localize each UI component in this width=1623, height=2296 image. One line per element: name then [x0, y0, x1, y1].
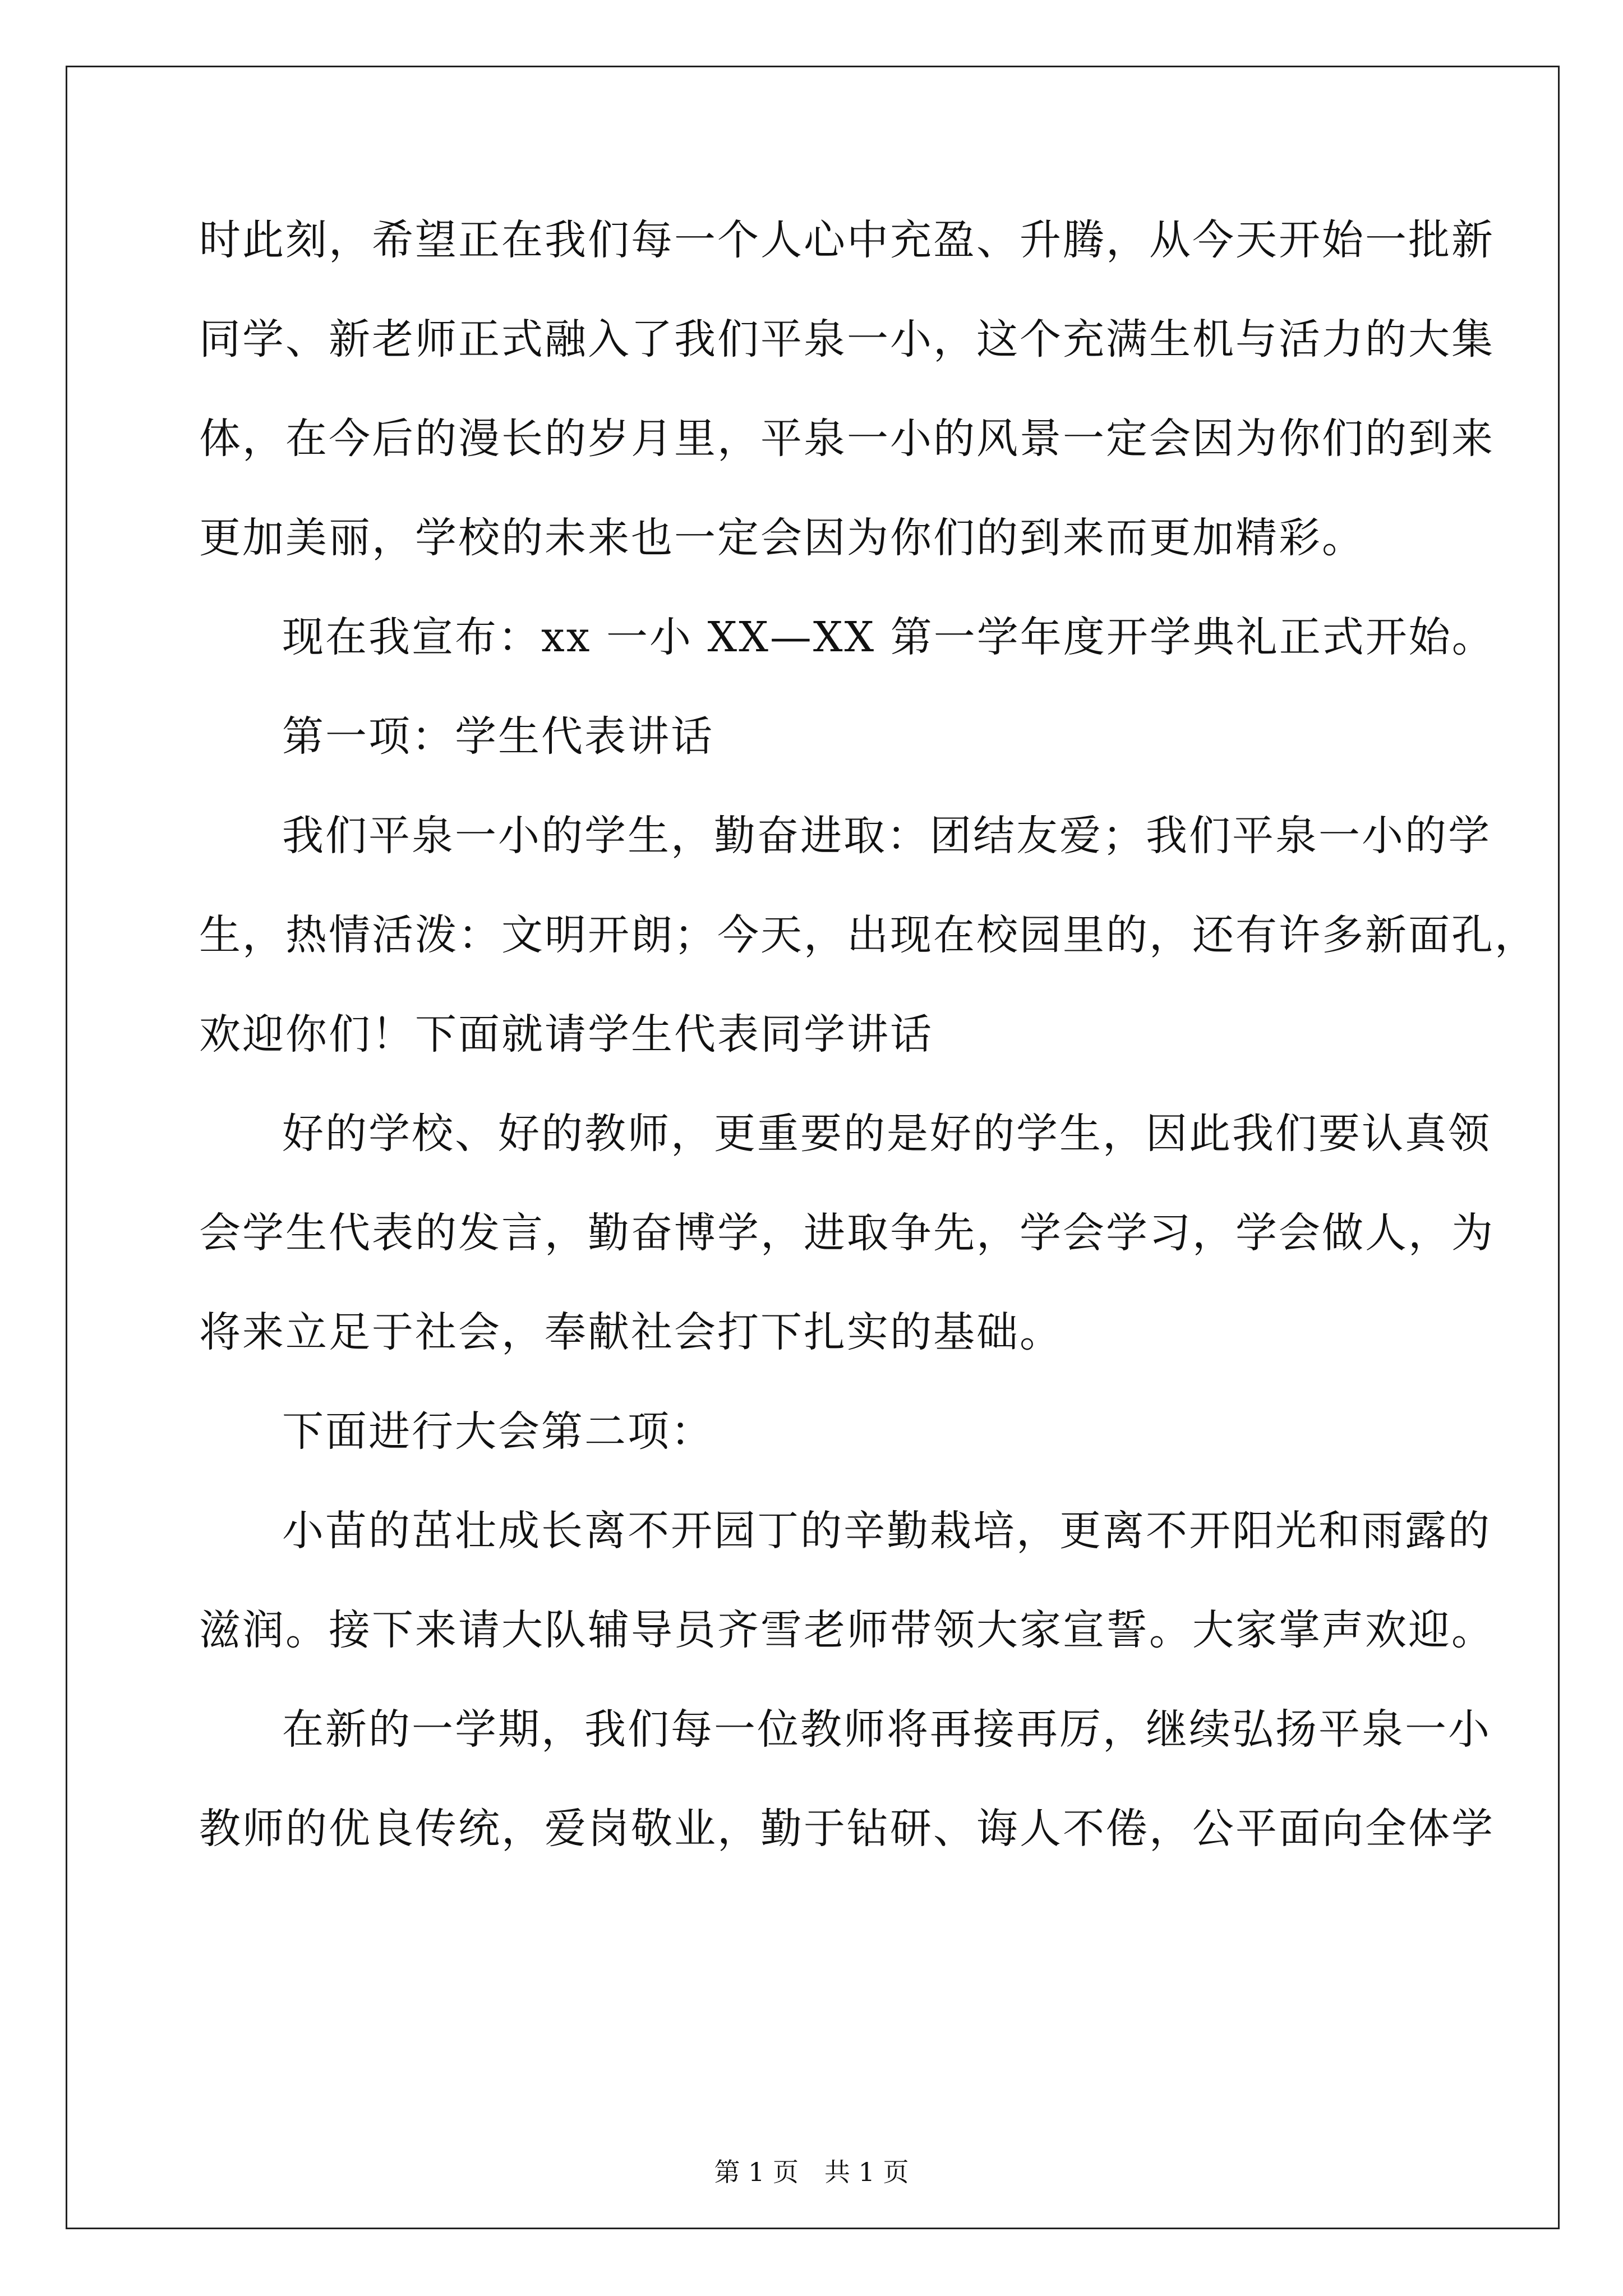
text-line: 同学、新老师正式融入了我们平泉一小，这个充满生机与活力的大集 [199, 315, 1495, 364]
text-line: 现在我宣布：xx 一小 XX—XX 第一学年度开学典礼正式开始。 [282, 613, 1495, 661]
text-line: 小苗的茁壮成长离不开园丁的辛勤栽培，更离不开阳光和雨露的 [282, 1507, 1491, 1555]
text-line: 教师的优良传统，爱岗敬业，勤于钻研、诲人不倦，公平面向全体学 [199, 1805, 1495, 1853]
text-line: 欢迎你们！下面就请学生代表同学讲话 [199, 1010, 933, 1059]
text-line: 生，热情活泼：文明开朗；今天，出现在校园里的，还有许多新面孔， [199, 911, 1538, 959]
text-line: 我们平泉一小的学生，勤奋进取：团结友爱；我们平泉一小的学 [282, 812, 1491, 860]
text-line: 将来立足于社会，奉献社会打下扎实的基础。 [199, 1308, 1063, 1356]
text-line: 滋润。接下来请大队辅导员齐雪老师带领大家宣誓。大家掌声欢迎。 [199, 1606, 1495, 1654]
text-line: 更加美丽，学校的未来也一定会因为你们的到来而更加精彩。 [199, 514, 1365, 562]
text-line: 第一项：学生代表讲话 [282, 712, 714, 761]
document-body [199, 213, 1538, 1901]
text-line: 会学生代表的发言，勤奋博学，进取争先，学会学习，学会做人，为 [199, 1209, 1495, 1257]
text-line: 好的学校、好的教师，更重要的是好的学生，因此我们要认真领 [282, 1110, 1491, 1158]
page-footer [0, 2155, 1623, 2189]
text-line: 在新的一学期，我们每一位教师将再接再厉，继续弘扬平泉一小 [282, 1705, 1491, 1754]
text-line: 体，在今后的漫长的岁月里，平泉一小的风景一定会因为你们的到来 [199, 415, 1495, 463]
page-total: 共 1 页 [824, 2157, 909, 2187]
page-number: 第 1 页 [714, 2157, 799, 2187]
text-line: 下面进行大会第二项： [282, 1407, 714, 1456]
text-line: 时此刻，希望正在我们每一个人心中充盈、升腾，从今天开始一批新 [199, 216, 1495, 264]
